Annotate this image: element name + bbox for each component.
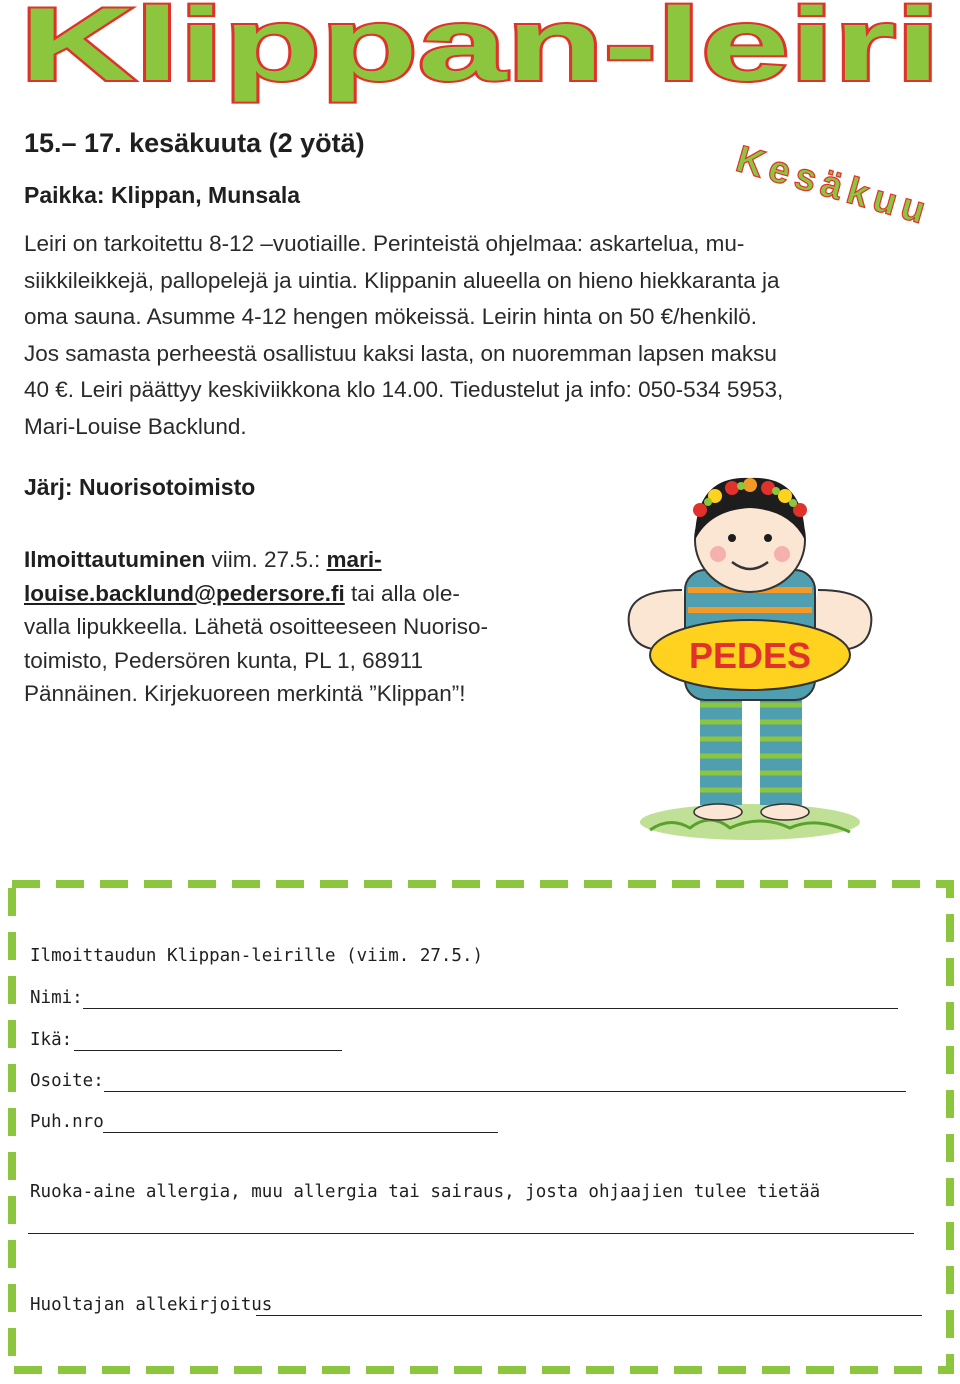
form-heading: Ilmoittaudun Klippan-leirille (viim. 27.5.) xyxy=(30,946,484,966)
description-line: oma sauna. Asumme 4-12 hengen mökeissä. Leirin hinta on 50 €/henkilö. xyxy=(24,304,757,329)
registration-line xyxy=(24,543,584,577)
age-field[interactable] xyxy=(74,1050,342,1051)
description-line: Mari-Louise Backlund. xyxy=(24,413,247,439)
allergy-label: Ruoka-aine allergia, muu allergia tai sairaus, josta ohjaajien tulee tietää xyxy=(30,1182,821,1202)
event-description xyxy=(24,226,914,445)
description-line: Jos samasta perheestä osallistuu kaksi lasta, on nuoremman lapsen maksu xyxy=(24,340,777,366)
registration-line xyxy=(24,577,584,611)
description-line: siikkileikkejä, pallopelejä ja uintia. Klippanin alueella on hieno hiekkaranta ja xyxy=(24,267,780,293)
phone-field[interactable] xyxy=(103,1132,498,1133)
address-label: Osoite: xyxy=(30,1071,104,1091)
registration-label: Ilmoittautuminen xyxy=(24,547,206,572)
registration-deadline: viim. 27.5.: xyxy=(205,547,327,572)
organizer: Järj: Nuorisotoimisto xyxy=(24,474,256,500)
registration-line: Pännäinen. Kirjekuoreen merkintä ”Klippan”! xyxy=(24,681,466,706)
allergy-field[interactable] xyxy=(28,1233,914,1234)
email-link-part2[interactable]: louise.backlund@pedersore.fi xyxy=(24,580,345,606)
registration-text: tai alla ole- xyxy=(344,580,460,606)
ring-text: PEDES xyxy=(688,635,812,676)
registration-info xyxy=(24,543,584,711)
description-line: 40 €. Leiri päättyy keskiviikkona klo 14.00. Tiedustelut ja info: 050-534 5953, xyxy=(24,377,784,402)
swimmer-illustration xyxy=(600,470,900,850)
address-field[interactable] xyxy=(104,1091,906,1092)
signature-field[interactable] xyxy=(256,1315,922,1316)
description-line: Leiri on tarkoitettu 8-12 –vuotiaille. Perinteistä ohjelmaa: askartelua, mu- xyxy=(24,231,745,256)
name-field[interactable] xyxy=(83,1008,898,1009)
page-title: Klippan-leiri xyxy=(20,0,940,103)
phone-label: Puh.nro xyxy=(30,1112,104,1132)
event-place: Paikka: Klippan, Munsala xyxy=(24,182,301,208)
name-label: Nimi: xyxy=(30,988,83,1008)
event-dates: 15.– 17. kesäkuuta (2 yötä) xyxy=(24,128,365,158)
page-title-graphic xyxy=(0,0,960,108)
age-label: Ikä: xyxy=(30,1030,73,1050)
registration-line: toimisto, Pedersören kunta, PL 1, 68911 xyxy=(24,647,423,673)
email-link-part1[interactable]: mari- xyxy=(326,547,382,572)
signature-label: Huoltajan allekirjoitus xyxy=(30,1295,273,1315)
stamp-text: Kesäkuu xyxy=(731,138,936,234)
registration-line: valla lipukkeella. Lähetä osoitteeseen Nuoriso- xyxy=(24,614,489,639)
